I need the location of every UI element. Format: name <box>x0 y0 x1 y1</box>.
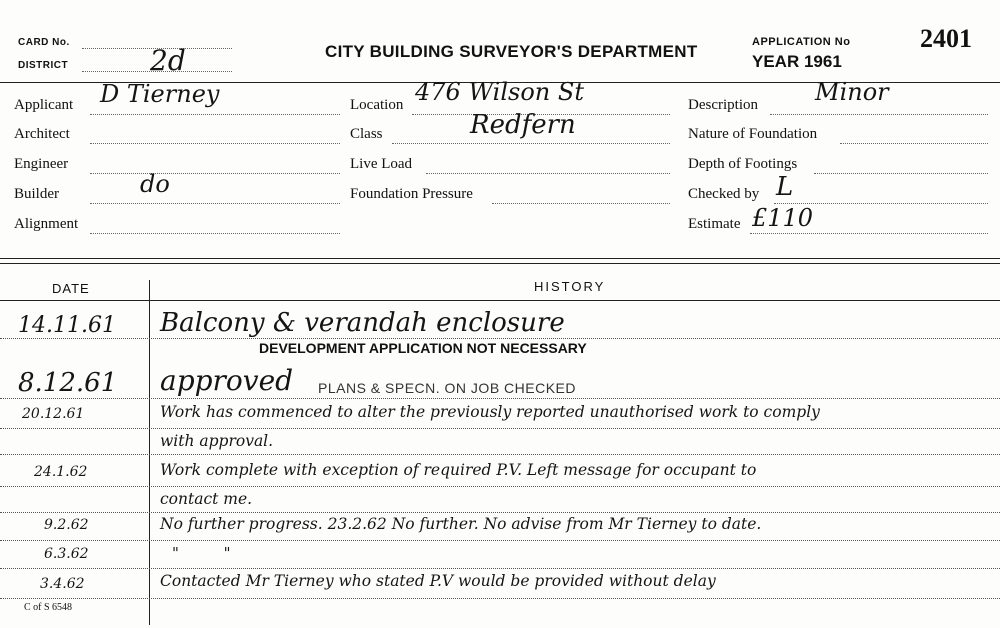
history-text: contact me. <box>160 490 253 508</box>
history-text: No further progress. 23.2.62 No further. No advise from Mr Tierney to date. <box>160 515 762 533</box>
estimate-label: Estimate <box>688 216 741 232</box>
application-number: 2401 <box>920 24 972 53</box>
year-label: YEAR 1961 <box>752 52 842 71</box>
architect-label: Architect <box>14 126 70 142</box>
description-value: Minor <box>815 78 889 106</box>
live-load-label: Live Load <box>350 156 413 172</box>
architect-line <box>90 143 340 144</box>
history-text: approved <box>160 364 294 397</box>
date-column-header: DATE <box>52 281 90 296</box>
row-rule <box>0 568 1000 569</box>
applicant-value: D Tierney <box>100 80 220 108</box>
history-text: with approval. <box>160 432 274 450</box>
district-label: DISTRICT <box>18 60 69 71</box>
nature-of-foundation-label: Nature of Foundation <box>688 126 818 142</box>
row-rule <box>0 486 1000 487</box>
card-no-label: CARD No. <box>18 37 70 48</box>
row-rule <box>0 398 1000 399</box>
checked-by-label: Checked by <box>688 186 760 202</box>
description-label: Description <box>688 97 758 113</box>
location-label: Location <box>350 97 404 113</box>
estimate-line <box>750 233 988 234</box>
history-date: 14.11.61 <box>18 313 116 338</box>
history-date: 6.3.62 <box>44 546 89 562</box>
stamp-plans-checked: PLANS & SPECN. ON JOB CHECKED <box>318 380 577 396</box>
district-value: 2d <box>150 44 186 77</box>
history-text: Work complete with exception of required P.V. Left message for occupant to <box>160 461 757 479</box>
row-rule <box>0 428 1000 429</box>
history-column-header: HISTORY <box>534 279 606 294</box>
engineer-label: Engineer <box>14 156 69 172</box>
engineer-line <box>90 173 340 174</box>
applicant-label: Applicant <box>14 97 74 113</box>
date-column-divider <box>149 280 150 625</box>
checked-by-value: L <box>776 172 794 202</box>
department-title: CITY BUILDING SURVEYOR'S DEPARTMENT <box>325 42 698 61</box>
class-line <box>392 143 670 144</box>
history-text: Balcony & verandah enclosure <box>160 308 565 338</box>
live-load-line <box>426 173 670 174</box>
foundation-pressure-line <box>492 203 670 204</box>
builder-value: do <box>140 170 170 198</box>
history-text: Contacted Mr Tierney who stated P.V would be provided without delay <box>160 572 716 590</box>
builder-line <box>90 203 340 204</box>
history-date: 8.12.61 <box>18 368 118 398</box>
class-value: Redfern <box>470 110 576 140</box>
row-rule <box>0 512 1000 513</box>
history-date: 3.4.62 <box>40 576 85 592</box>
description-line <box>770 114 988 115</box>
alignment-label: Alignment <box>14 216 79 232</box>
depth-of-footings-label: Depth of Footings <box>688 156 798 172</box>
row-rule <box>0 540 1000 541</box>
row-rule <box>0 454 1000 455</box>
applicant-line <box>90 114 340 115</box>
history-date: 20.12.61 <box>22 406 85 422</box>
row-rule <box>0 338 1000 339</box>
class-label: Class <box>350 126 383 142</box>
form-code: C of S 6548 <box>24 602 73 613</box>
table-top-rule-1 <box>0 258 1000 259</box>
history-text: Work has commenced to alter the previously reported unauthorised work to comply <box>160 403 820 421</box>
table-top-rule-2 <box>0 263 1000 264</box>
row-rule <box>0 598 1000 599</box>
history-text: " " <box>172 544 251 562</box>
depth-line <box>814 173 988 174</box>
history-date: 24.1.62 <box>34 464 88 480</box>
application-label: APPLICATION No <box>752 36 851 48</box>
history-date: 9.2.62 <box>44 517 89 533</box>
nature-line <box>840 143 988 144</box>
stamp-development-not-necessary: DEVELOPMENT APPLICATION NOT NECESSARY <box>259 340 587 356</box>
estimate-value: £110 <box>752 204 814 232</box>
builder-label: Builder <box>14 186 59 202</box>
table-header-rule <box>0 300 1000 301</box>
alignment-line <box>90 233 340 234</box>
location-value: 476 Wilson St <box>415 78 584 106</box>
foundation-pressure-label: Foundation Pressure <box>350 186 473 202</box>
